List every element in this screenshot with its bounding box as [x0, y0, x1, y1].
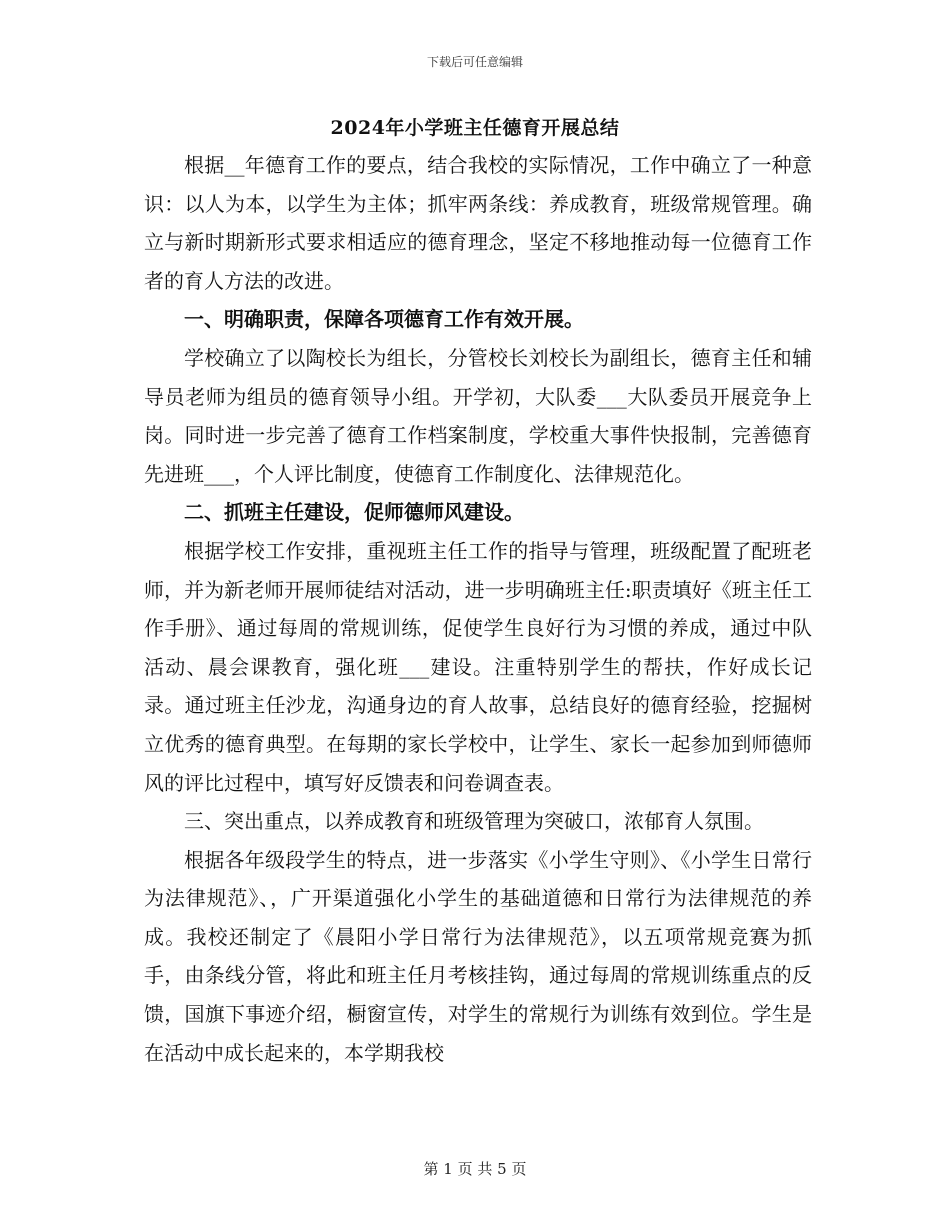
section-heading-2: 二、抓班主任建设，促师德师风建设。	[184, 500, 524, 525]
section-3-paragraph: 根据各年级段学生的特点，进一步落实《小学生守则》、《小学生日常行为法律规范》、，广开渠道强化小学生的基础道德和日常行为法律规范的养成。我校还制定了《晨阳小学日常行为法律规范》，以五项常规竞赛为抓手，由条线分管，将此和班主任月考核挂钩，通过每周的常规训练重点的反馈，国旗下事迹介绍，橱窗宣传，对学生的常规行为训练有效到位。学生是在活动中成长起来的，本学期我校	[144, 847, 812, 1065]
document-body	[144, 146, 812, 1072]
section-1-paragraph: 学校确立了以陶校长为组长，分管校长刘校长为副组长，德育主任和辅导员老师为组员的德育领导小组。开学初，大队委___大队委员开展竞争上岗。同时进一步完善了德育工作档案制度，学校重大事件快报制，完善德育先进班___，个人评比制度，使德育工作制度化、法律规范化。	[144, 345, 812, 486]
section-2-paragraph: 根据学校工作安排，重视班主任工作的指导与管理，班级配置了配班老师，并为新老师开展师徒结对活动，进一步明确班主任:职责填好《班主任工作手册》、通过每周的常规训练，促使学生良好行为习惯的养成，通过中队活动、晨会课教育，强化班___建设。注重特别学生的帮扶，作好成长记录。通过班主任沙龙，沟通身边的育人故事，总结良好的德育经验，挖掘树立优秀的德育典型。在每期的家长学校中，让学生、家长一起参加到师德师风的评比过程中，填写好反馈表和问卷调查表。	[144, 538, 812, 795]
header-note: 下载后可任意编辑	[426, 55, 523, 69]
intro-paragraph: 根据__年德育工作的要点，结合我校的实际情况，工作中确立了一种意识：以人为本，以学生为主体；抓牢两条线：养成教育，班级常规管理。确立与新时期新形式要求相适应的德育理念，坚定不移地推动每一位德育工作者的育人方法的改进。	[144, 153, 812, 293]
section-heading-1: 一、明确职责，保障各项德育工作有效开展。	[184, 307, 584, 332]
section-heading-3: 三、突出重点，以养成教育和班级管理为突破口，浓郁育人氛围。	[184, 809, 764, 834]
page-footer: 第 1 页 共 5 页	[423, 1160, 527, 1178]
document-title: 2024年小学班主任德育开展总结	[330, 117, 620, 139]
